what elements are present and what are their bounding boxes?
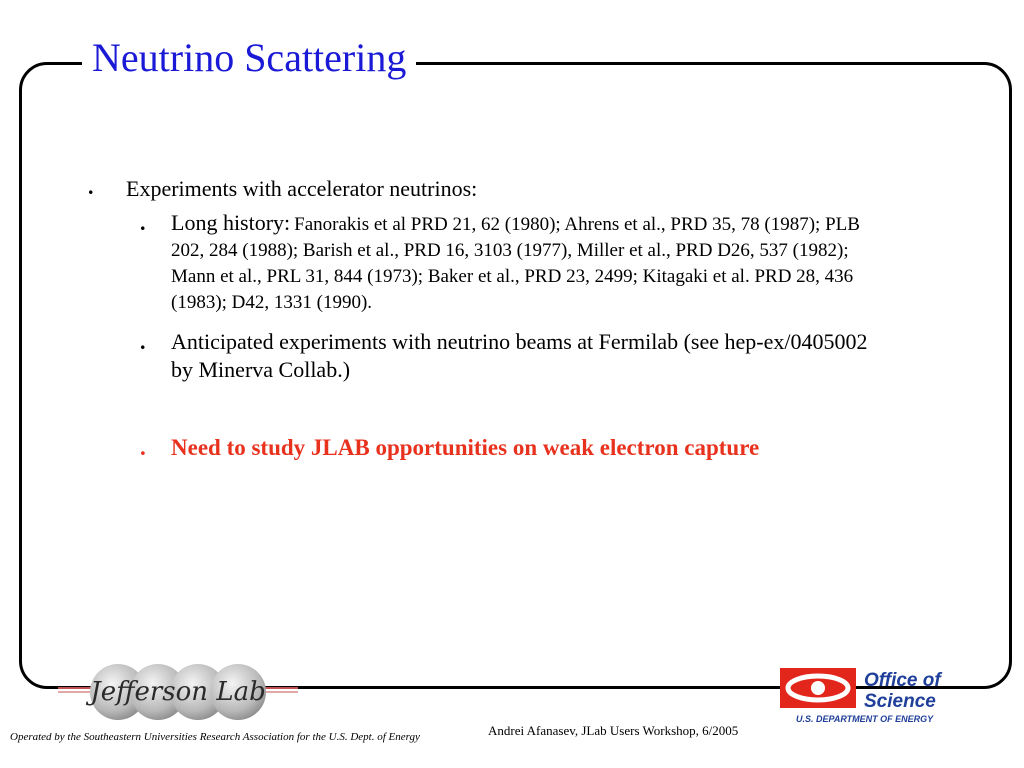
doe-line1: Office of <box>864 670 941 691</box>
office-of-science-logo <box>778 664 968 731</box>
anticipated-text: Anticipated experiments with neutrino beams at Fermilab (see hep-ex/0405002 by Minerva Collab.) <box>171 329 868 382</box>
history-references: Fanorakis et al PRD 21, 62 (1980); Ahrens et al., PRD 35, 78 (1987); PLB 202, 284 (1988); Barish et al., PRD 16, 3103 (1977), Miller et al., PRD D26, 537 (1982); Mann et al., PRL 31, 844 (1973); Baker et al., PRD 23, 2499; Kitagaki et al. PRD 28, 436 (1983); D42, 1331 (1990). <box>171 214 860 313</box>
doe-line2: Science <box>864 691 936 712</box>
doe-line3: U.S. DEPARTMENT OF ENERGY <box>796 714 934 724</box>
bullet-main-text: Experiments with accelerator neutrinos: <box>126 176 478 201</box>
sub-bullet-history-body <box>171 209 891 316</box>
bullet-dot: . <box>140 329 146 354</box>
slide-title: Neutrino Scattering <box>82 34 416 82</box>
jefferson-lab-logo-graphic <box>58 660 303 724</box>
bullet-dot: . <box>88 174 94 199</box>
jefferson-lab-logo-text: Jefferson Lab <box>90 677 266 707</box>
jefferson-lab-logo <box>58 660 303 729</box>
footer-operated-by: Operated by the Southeastern Universities Research Association for the U.S. Dept. of Energy <box>10 731 420 743</box>
history-lead: Long history: <box>171 210 291 235</box>
footer-author: Andrei Afanasev, JLab Users Workshop, 6/2005 <box>488 723 739 738</box>
office-of-science-logo-graphic <box>778 664 968 726</box>
bullet-dot: . <box>140 210 146 235</box>
bullet-dot: . <box>140 435 146 460</box>
highlight-text: Need to study JLAB opportunities on weak electron capture <box>171 435 760 460</box>
